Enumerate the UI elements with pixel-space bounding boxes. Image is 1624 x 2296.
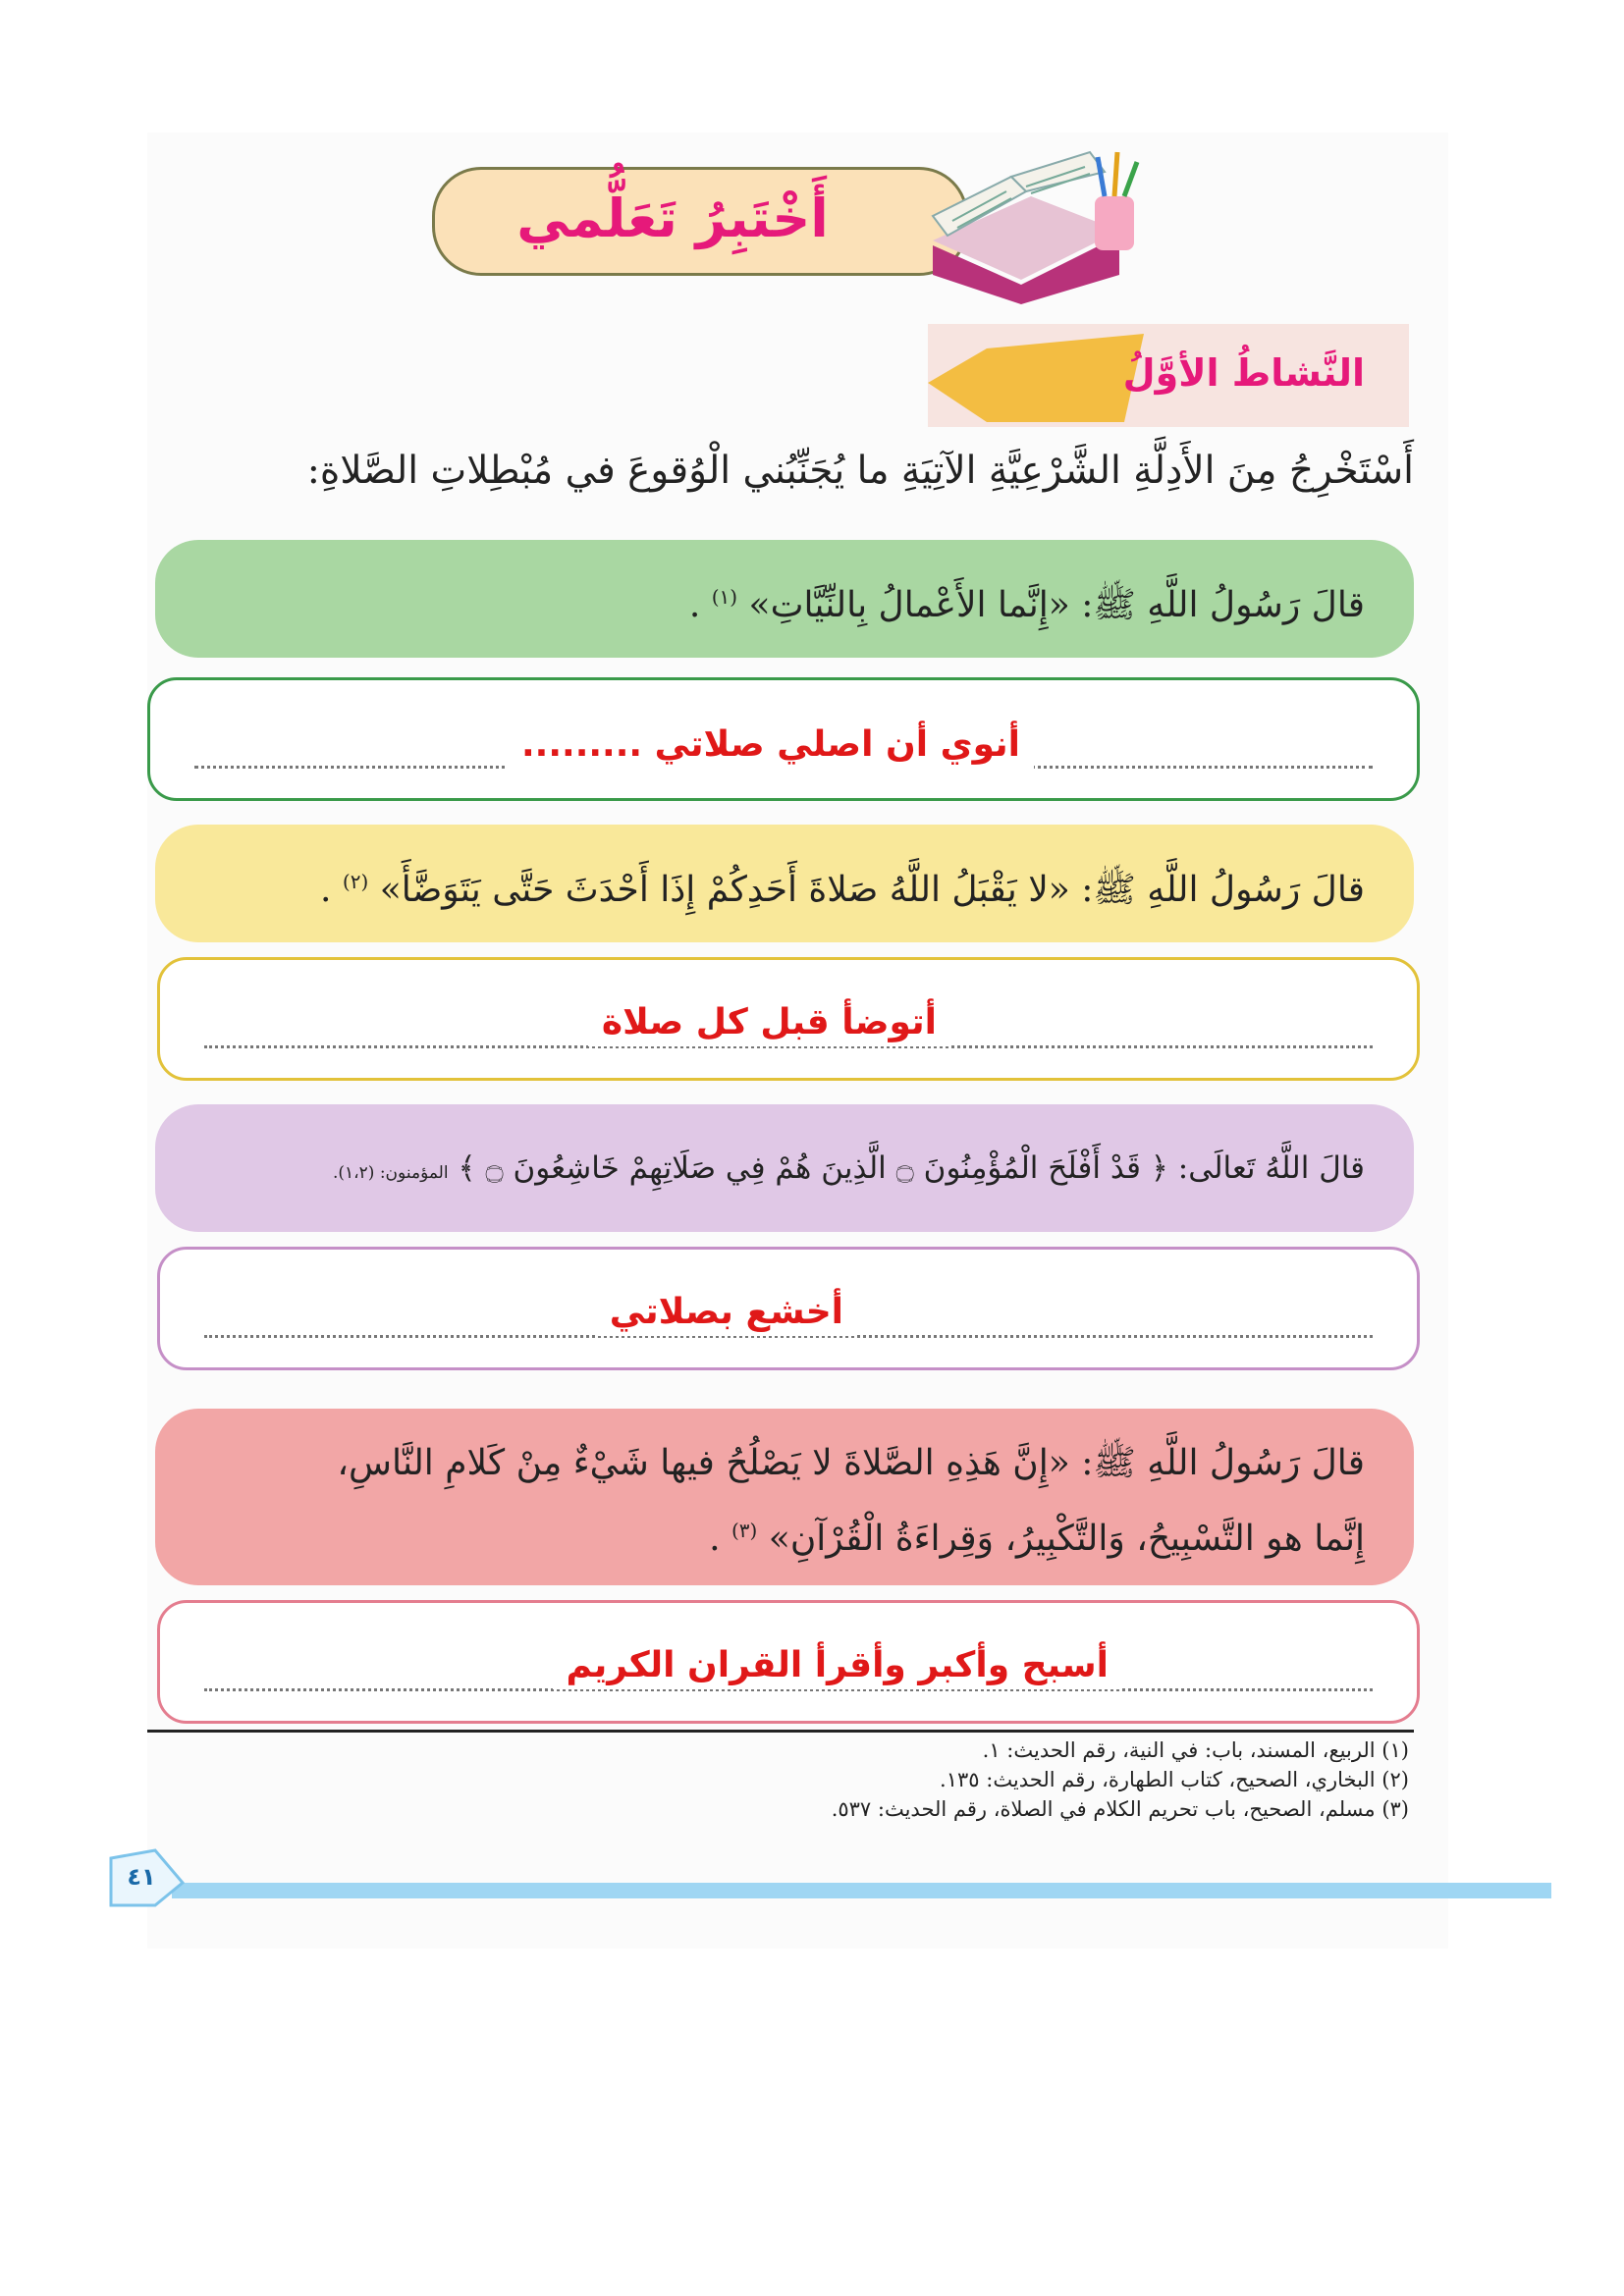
quote-end-2: . [319, 870, 332, 910]
answer-text-1: أنوي أن اصلي صلاتي ......... [508, 721, 1034, 769]
surah-ref-3: المؤمنون: (١،٢). [333, 1163, 449, 1183]
footnote-ref-4: (٣) [731, 1519, 758, 1542]
answer-text-4: أسبح وأكبر وأقرأ القران الكريم [553, 1642, 1122, 1689]
evidence-quote-3: قالَ اللَّهُ تَعالَى: ﴿ قَدْ أَفْلَحَ الْمُؤْمِنُونَ ۝ الَّذِينَ هُمْ فِي صَلَاتِهِمْ خَاشِعُونَ ۝ ﴾ [458, 1150, 1365, 1186]
page-number: ٤١ [127, 1863, 156, 1891]
answer-text-3: أخشع بصلاتي [596, 1289, 857, 1336]
answer-text-2: أتوضأ قبل كل صلاة [588, 999, 950, 1046]
book-pencils-icon [893, 137, 1149, 304]
evidence-quote-4b: إِنَّما هو التَّسْبِيحُ، وَالتَّكْبِيرُ، وَقِراءَةُ الْقُرْآنِ» [768, 1519, 1365, 1559]
evidence-quote-2: قالَ رَسُولُ اللَّهِ ﷺ: «لا يَقْبَلُ اللَّهُ صَلاةَ أَحَدِكُمْ إِذَا أَحْدَثَ حَتَّى يَتَوَضَّأَ» [379, 870, 1365, 910]
answer-box-4[interactable] [157, 1600, 1420, 1724]
answer-box-1[interactable] [147, 677, 1420, 801]
bottom-bar [172, 1883, 1551, 1898]
evidence-quote-1: قالَ رَسُولُ اللَّهِ ﷺ: «إِنَّما الأَعْمالُ بِالنِّيَّاتِ» [748, 585, 1365, 625]
evidence-card-3 [155, 1104, 1414, 1232]
footnote-2: (٢) البخاري، الصحيح، كتاب الطهارة، رقم الحديث: ١٣٥. [940, 1768, 1409, 1791]
footnote-divider [147, 1730, 1414, 1733]
evidence-card-1 [155, 540, 1414, 658]
footnote-1: (١) الربيع، المسند، باب: في النية، رقم الحديث: ١. [982, 1738, 1409, 1762]
evidence-card-2 [155, 825, 1414, 942]
evidence-card-4 [155, 1409, 1414, 1585]
answer-box-2[interactable] [157, 957, 1420, 1081]
quote-end-4: . [709, 1519, 721, 1559]
evidence-quote-4a: قالَ رَسُولُ اللَّهِ ﷺ: «إِنَّ هَذِهِ الصَّلاةَ لا يَصْلُحُ فيها شَيْءٌ مِنْ كَلامِ النَّاسِ، [337, 1443, 1365, 1483]
footnote-ref-1: (١) [711, 585, 738, 609]
footnotes [589, 1735, 1409, 1824]
instruction-text: أَسْتَخْرِجُ مِنَ الأَدِلَّةِ الشَّرْعِيَّةِ الآتِيَةِ ما يُجَنِّبُني الْوُقوعَ في مُبْطِلاتِ الصَّلاةِ: [306, 449, 1414, 493]
answer-box-3[interactable] [157, 1247, 1420, 1370]
activity-title: النَّشاطُ الأوَّلُ [1122, 351, 1365, 395]
footnote-3: (٣) مسلم، الصحيح، باب تحريم الكلام في الصلاة، رقم الحديث: ٥٣٧. [831, 1797, 1409, 1821]
footnote-ref-2: (٢) [342, 870, 369, 893]
page-title: أَخْتَبِرُ تَعَلُّمي [516, 187, 829, 249]
quote-end-1: . [688, 585, 701, 625]
